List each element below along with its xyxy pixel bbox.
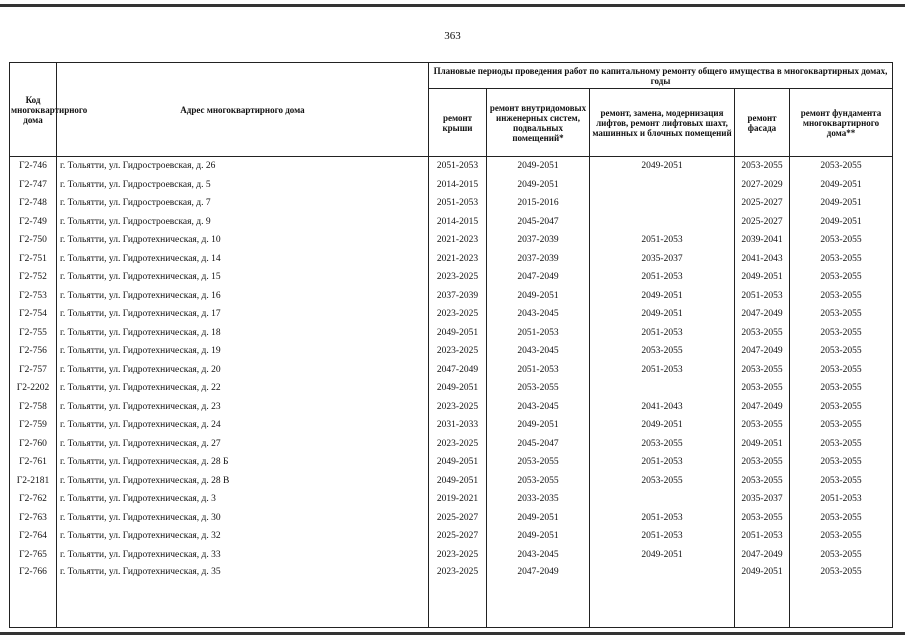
cell-roof: 2023-2025 [429, 342, 487, 361]
cell-systems: 2049-2051 [487, 527, 590, 546]
cell-facade: 2053-2055 [735, 453, 790, 472]
cell-address: г. Тольятти, ул. Гидротехническая, д. 28 В [57, 472, 429, 491]
cell-facade: 2053-2055 [735, 324, 790, 343]
cell-foundation: 2053-2055 [790, 546, 893, 565]
cell-foundation: 2053-2055 [790, 157, 893, 176]
cell-systems: 2053-2055 [487, 472, 590, 491]
cell-address: г. Тольятти, ул. Гидротехническая, д. 33 [57, 546, 429, 565]
header-elevators: ремонт, замена, модернизация лифтов, ремонт лифтовых шахт, машинных и блочных помещений [590, 89, 735, 157]
cell-code: Г2-749 [10, 213, 57, 232]
repair-schedule-table [9, 62, 893, 628]
table-row [10, 157, 893, 176]
cell-roof: 2025-2027 [429, 509, 487, 528]
cell-address: г. Тольятти, ул. Гидротехническая, д. 16 [57, 287, 429, 306]
cell-address: г. Тольятти, ул. Гидротехническая, д. 24 [57, 416, 429, 435]
table-row [10, 287, 893, 306]
cell-foundation: 2053-2055 [790, 324, 893, 343]
cell-roof: 2021-2023 [429, 231, 487, 250]
cell-foundation: 2053-2055 [790, 305, 893, 324]
cell-foundation: 2053-2055 [790, 527, 893, 546]
cell-code: Г2-2181 [10, 472, 57, 491]
cell-elevators [590, 213, 735, 232]
cell-address: г. Тольятти, ул. Гидротехническая, д. 35 [57, 564, 429, 628]
cell-roof: 2049-2051 [429, 324, 487, 343]
cell-systems: 2049-2051 [487, 287, 590, 306]
cell-systems: 2043-2045 [487, 342, 590, 361]
cell-code: Г2-765 [10, 546, 57, 565]
cell-roof: 2023-2025 [429, 435, 487, 454]
cell-roof: 2025-2027 [429, 527, 487, 546]
cell-foundation: 2049-2051 [790, 194, 893, 213]
cell-elevators: 2053-2055 [590, 435, 735, 454]
cell-facade: 2051-2053 [735, 527, 790, 546]
cell-systems: 2045-2047 [487, 435, 590, 454]
table-row [10, 231, 893, 250]
cell-roof: 2021-2023 [429, 250, 487, 269]
cell-elevators [590, 564, 735, 628]
cell-address: г. Тольятти, ул. Гидростроевская, д. 9 [57, 213, 429, 232]
cell-roof: 2051-2053 [429, 157, 487, 176]
table-body [10, 157, 893, 628]
cell-facade: 2051-2053 [735, 287, 790, 306]
cell-foundation: 2053-2055 [790, 453, 893, 472]
cell-elevators: 2049-2051 [590, 546, 735, 565]
cell-elevators: 2051-2053 [590, 361, 735, 380]
cell-code: Г2-766 [10, 564, 57, 628]
cell-facade: 2035-2037 [735, 490, 790, 509]
cell-code: Г2-753 [10, 287, 57, 306]
header-roof: ремонт крыши [429, 89, 487, 157]
cell-elevators: 2041-2043 [590, 398, 735, 417]
cell-roof: 2049-2051 [429, 472, 487, 491]
cell-code: Г2-755 [10, 324, 57, 343]
cell-code: Г2-751 [10, 250, 57, 269]
cell-address: г. Тольятти, ул. Гидротехническая, д. 17 [57, 305, 429, 324]
cell-facade: 2039-2041 [735, 231, 790, 250]
table-row [10, 472, 893, 491]
cell-foundation: 2053-2055 [790, 509, 893, 528]
table-row [10, 268, 893, 287]
cell-systems: 2049-2051 [487, 416, 590, 435]
cell-address: г. Тольятти, ул. Гидростроевская, д. 5 [57, 176, 429, 195]
cell-code: Г2-763 [10, 509, 57, 528]
table-row [10, 305, 893, 324]
cell-code: Г2-754 [10, 305, 57, 324]
cell-facade: 2025-2027 [735, 194, 790, 213]
cell-systems: 2051-2053 [487, 361, 590, 380]
cell-elevators [590, 194, 735, 213]
cell-address: г. Тольятти, ул. Гидротехническая, д. 23 [57, 398, 429, 417]
cell-elevators: 2035-2037 [590, 250, 735, 269]
cell-elevators [590, 176, 735, 195]
cell-address: г. Тольятти, ул. Гидростроевская, д. 26 [57, 157, 429, 176]
cell-facade: 2025-2027 [735, 213, 790, 232]
cell-systems: 2037-2039 [487, 231, 590, 250]
cell-roof: 2023-2025 [429, 564, 487, 628]
cell-code: Г2-2202 [10, 379, 57, 398]
cell-facade: 2053-2055 [735, 379, 790, 398]
table-row [10, 546, 893, 565]
cell-code: Г2-752 [10, 268, 57, 287]
cell-facade: 2041-2043 [735, 250, 790, 269]
cell-systems: 2033-2035 [487, 490, 590, 509]
page-number: 363 [444, 30, 461, 42]
cell-code: Г2-760 [10, 435, 57, 454]
cell-systems: 2037-2039 [487, 250, 590, 269]
cell-address: г. Тольятти, ул. Гидротехническая, д. 19 [57, 342, 429, 361]
cell-code: Г2-764 [10, 527, 57, 546]
cell-foundation: 2053-2055 [790, 564, 893, 628]
cell-systems: 2049-2051 [487, 176, 590, 195]
cell-address: г. Тольятти, ул. Гидротехническая, д. 28 Б [57, 453, 429, 472]
cell-systems: 2049-2051 [487, 509, 590, 528]
cell-code: Г2-759 [10, 416, 57, 435]
table-row [10, 398, 893, 417]
top-rule [0, 4, 905, 7]
cell-address: г. Тольятти, ул. Гидротехническая, д. 15 [57, 268, 429, 287]
cell-foundation: 2053-2055 [790, 361, 893, 380]
cell-foundation: 2051-2053 [790, 490, 893, 509]
cell-systems: 2051-2053 [487, 324, 590, 343]
cell-facade: 2049-2051 [735, 564, 790, 628]
cell-address: г. Тольятти, ул. Гидротехническая, д. 30 [57, 509, 429, 528]
table-header [10, 63, 893, 157]
header-facade: ремонт фасада [735, 89, 790, 157]
cell-systems: 2053-2055 [487, 453, 590, 472]
cell-facade: 2053-2055 [735, 472, 790, 491]
cell-facade: 2053-2055 [735, 509, 790, 528]
cell-address: г. Тольятти, ул. Гидротехническая, д. 20 [57, 361, 429, 380]
header-foundation: ремонт фундамента многоквартирного дома** [790, 89, 893, 157]
header-address: Адрес многоквартирного дома [57, 63, 429, 157]
cell-code: Г2-747 [10, 176, 57, 195]
cell-elevators: 2051-2053 [590, 268, 735, 287]
cell-foundation: 2049-2051 [790, 176, 893, 195]
header-systems: ремонт внутридомовых инженерных систем, подвальных помещений* [487, 89, 590, 157]
cell-code: Г2-746 [10, 157, 57, 176]
cell-systems: 2053-2055 [487, 379, 590, 398]
cell-systems: 2015-2016 [487, 194, 590, 213]
cell-facade: 2049-2051 [735, 268, 790, 287]
cell-address: г. Тольятти, ул. Гидротехническая, д. 3 [57, 490, 429, 509]
cell-elevators: 2051-2053 [590, 527, 735, 546]
cell-foundation: 2053-2055 [790, 268, 893, 287]
cell-elevators: 2051-2053 [590, 453, 735, 472]
cell-code: Г2-762 [10, 490, 57, 509]
cell-elevators: 2051-2053 [590, 231, 735, 250]
cell-roof: 2047-2049 [429, 361, 487, 380]
table-row [10, 490, 893, 509]
cell-code: Г2-750 [10, 231, 57, 250]
cell-elevators: 2053-2055 [590, 342, 735, 361]
table-row [10, 342, 893, 361]
table-row [10, 416, 893, 435]
header-periods-group: Плановые периоды проведения работ по капитальному ремонту общего имущества в многоквартирных домах, годы [429, 63, 893, 89]
table-row [10, 176, 893, 195]
cell-facade: 2047-2049 [735, 342, 790, 361]
cell-foundation: 2053-2055 [790, 342, 893, 361]
cell-roof: 2023-2025 [429, 546, 487, 565]
cell-address: г. Тольятти, ул. Гидротехническая, д. 32 [57, 527, 429, 546]
table-row [10, 213, 893, 232]
cell-systems: 2043-2045 [487, 398, 590, 417]
cell-facade: 2047-2049 [735, 398, 790, 417]
cell-foundation: 2053-2055 [790, 472, 893, 491]
cell-roof: 2049-2051 [429, 453, 487, 472]
cell-roof: 2023-2025 [429, 305, 487, 324]
table-row [10, 250, 893, 269]
bottom-rule [0, 632, 905, 635]
cell-foundation: 2053-2055 [790, 250, 893, 269]
cell-facade: 2053-2055 [735, 361, 790, 380]
cell-code: Г2-756 [10, 342, 57, 361]
cell-foundation: 2053-2055 [790, 435, 893, 454]
cell-code: Г2-761 [10, 453, 57, 472]
cell-address: г. Тольятти, ул. Гидротехническая, д. 14 [57, 250, 429, 269]
table-row [10, 324, 893, 343]
cell-foundation: 2053-2055 [790, 287, 893, 306]
cell-systems: 2047-2049 [487, 564, 590, 628]
cell-elevators: 2051-2053 [590, 509, 735, 528]
cell-elevators: 2053-2055 [590, 472, 735, 491]
cell-elevators: 2051-2053 [590, 324, 735, 343]
table-row [10, 527, 893, 546]
cell-facade: 2027-2029 [735, 176, 790, 195]
table-row [10, 453, 893, 472]
cell-address: г. Тольятти, ул. Гидротехническая, д. 18 [57, 324, 429, 343]
cell-roof: 2014-2015 [429, 213, 487, 232]
cell-elevators: 2049-2051 [590, 287, 735, 306]
cell-roof: 2051-2053 [429, 194, 487, 213]
cell-elevators: 2049-2051 [590, 416, 735, 435]
cell-elevators [590, 490, 735, 509]
cell-facade: 2053-2055 [735, 416, 790, 435]
cell-address: г. Тольятти, ул. Гидротехническая, д. 27 [57, 435, 429, 454]
cell-address: г. Тольятти, ул. Гидротехническая, д. 10 [57, 231, 429, 250]
cell-foundation: 2053-2055 [790, 398, 893, 417]
table-row [10, 509, 893, 528]
cell-address: г. Тольятти, ул. Гидростроевская, д. 7 [57, 194, 429, 213]
cell-facade: 2047-2049 [735, 305, 790, 324]
cell-roof: 2049-2051 [429, 379, 487, 398]
cell-facade: 2049-2051 [735, 435, 790, 454]
cell-code: Г2-757 [10, 361, 57, 380]
cell-foundation: 2053-2055 [790, 231, 893, 250]
table-row [10, 435, 893, 454]
cell-roof: 2037-2039 [429, 287, 487, 306]
cell-roof: 2014-2015 [429, 176, 487, 195]
cell-code: Г2-758 [10, 398, 57, 417]
cell-facade: 2047-2049 [735, 546, 790, 565]
cell-roof: 2019-2021 [429, 490, 487, 509]
cell-code: Г2-748 [10, 194, 57, 213]
cell-systems: 2043-2045 [487, 305, 590, 324]
cell-elevators: 2049-2051 [590, 157, 735, 176]
cell-elevators [590, 379, 735, 398]
table-row [10, 379, 893, 398]
header-code: Код многоквартирного дома [10, 63, 57, 157]
cell-foundation: 2049-2051 [790, 213, 893, 232]
cell-systems: 2043-2045 [487, 546, 590, 565]
table-row [10, 361, 893, 380]
cell-foundation: 2053-2055 [790, 416, 893, 435]
table-row [10, 564, 893, 628]
cell-roof: 2023-2025 [429, 398, 487, 417]
cell-facade: 2053-2055 [735, 157, 790, 176]
cell-systems: 2047-2049 [487, 268, 590, 287]
cell-roof: 2031-2033 [429, 416, 487, 435]
cell-systems: 2049-2051 [487, 157, 590, 176]
cell-address: г. Тольятти, ул. Гидротехническая, д. 22 [57, 379, 429, 398]
cell-systems: 2045-2047 [487, 213, 590, 232]
cell-elevators: 2049-2051 [590, 305, 735, 324]
cell-foundation: 2053-2055 [790, 379, 893, 398]
cell-roof: 2023-2025 [429, 268, 487, 287]
table-row [10, 194, 893, 213]
